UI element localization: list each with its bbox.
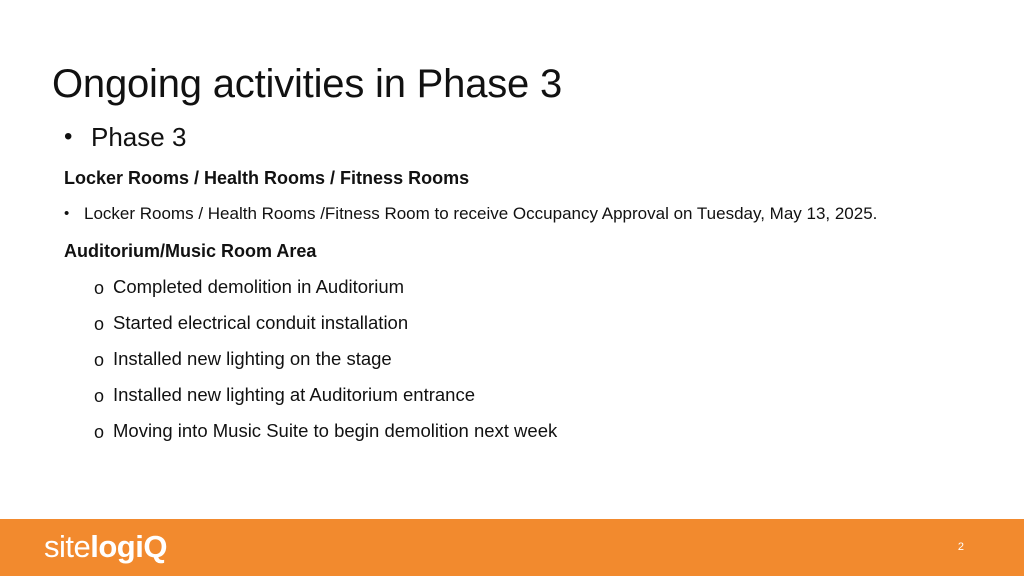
occupancy-approval-item <box>64 203 964 225</box>
section-heading-locker-rooms: Locker Rooms / Health Rooms / Fitness Rooms <box>64 168 470 188</box>
list-item <box>94 311 964 335</box>
page-number: 2 <box>957 541 964 553</box>
slide-title: Ongoing activities in Phase 3 <box>52 62 563 106</box>
circle-bullet-icon: o <box>94 386 105 406</box>
circle-bullet-icon: o <box>94 350 105 370</box>
slide-content <box>64 118 964 455</box>
list-item <box>94 275 964 299</box>
list-item-text: Installed new lighting at Auditorium entrance <box>113 384 475 405</box>
bullet-icon: • <box>64 123 73 150</box>
logo-text-light: site <box>44 529 91 564</box>
list-item <box>94 383 964 407</box>
footer-bar <box>0 519 1024 576</box>
list-item <box>94 419 964 443</box>
level1-bullet-text: Phase 3 <box>91 122 187 152</box>
list-item-text: Moving into Music Suite to begin demolition next week <box>113 420 558 441</box>
list-item-text: Installed new lighting on the stage <box>113 348 392 369</box>
bullet-icon: • <box>64 205 70 222</box>
circle-bullet-icon: o <box>94 422 105 442</box>
sitelogiq-logo <box>44 527 167 567</box>
circle-bullet-icon: o <box>94 314 105 334</box>
occupancy-approval-text: Locker Rooms / Health Rooms /Fitness Room to receive Occupancy Approval on Tuesday, May 13, 2025. <box>84 204 878 223</box>
list-item <box>94 347 964 371</box>
circle-bullet-icon: o <box>94 278 105 298</box>
list-item-text: Completed demolition in Auditorium <box>113 276 405 297</box>
logo-text-bold: logiQ <box>90 529 167 564</box>
auditorium-activity-list <box>94 275 964 443</box>
level1-bullet-item <box>64 118 964 156</box>
list-item-text: Started electrical conduit installation <box>113 312 409 333</box>
section-heading-auditorium: Auditorium/Music Room Area <box>64 241 317 261</box>
